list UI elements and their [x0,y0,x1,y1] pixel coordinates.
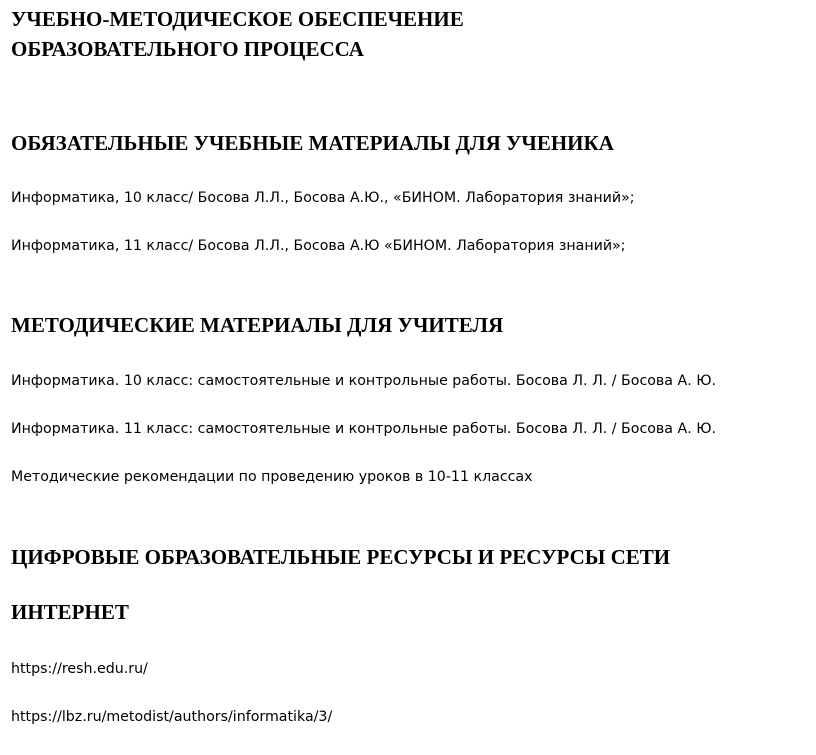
resource-link-resh[interactable] [11,659,148,679]
student-material-item-1: Информатика, 10 класс/ Босова Л.Л., Босова А.Ю., «БИНОМ. Лаборатория знаний»; [11,190,635,206]
digital-resources-heading-line-2: ИНТЕРНЕТ [11,600,129,624]
student-material-item-2: Информатика, 11 класс/ Босова Л.Л., Босова А.Ю «БИНОМ. Лаборатория знаний»; [11,238,626,254]
resource-link-lbz-text[interactable]: https://lbz.ru/metodist/authors/informatika/3/ [11,709,333,725]
resource-link-lbz[interactable] [11,707,332,727]
page-title-line-1: УЧЕБНО-МЕТОДИЧЕСКОЕ ОБЕСПЕЧЕНИЕ [11,7,464,31]
resource-link-resh-text[interactable]: https://resh.edu.ru/ [11,661,148,677]
teacher-material-item-1: Информатика. 10 класс: самостоятельные и контрольные работы. Босова Л. Л. / Босова А. Ю. [11,373,717,389]
digital-resources-heading-line-1: ЦИФРОВЫЕ ОБРАЗОВАТЕЛЬНЫЕ РЕСУРСЫ И РЕСУРСЫ СЕТИ [11,545,671,569]
page-title-line-2: ОБРАЗОВАТЕЛЬНОГО ПРОЦЕССА [11,37,364,61]
teacher-materials-heading: МЕТОДИЧЕСКИЕ МАТЕРИАЛЫ ДЛЯ УЧИТЕЛЯ [11,313,504,337]
teacher-material-item-3: Методические рекомендации по проведению уроков в 10-11 классах [11,469,533,485]
student-materials-heading: ОБЯЗАТЕЛЬНЫЕ УЧЕБНЫЕ МАТЕРИАЛЫ ДЛЯ УЧЕНИКА [11,131,614,155]
teacher-material-item-2: Информатика. 11 класс: самостоятельные и контрольные работы. Босова Л. Л. / Босова А. Ю. [11,421,717,437]
